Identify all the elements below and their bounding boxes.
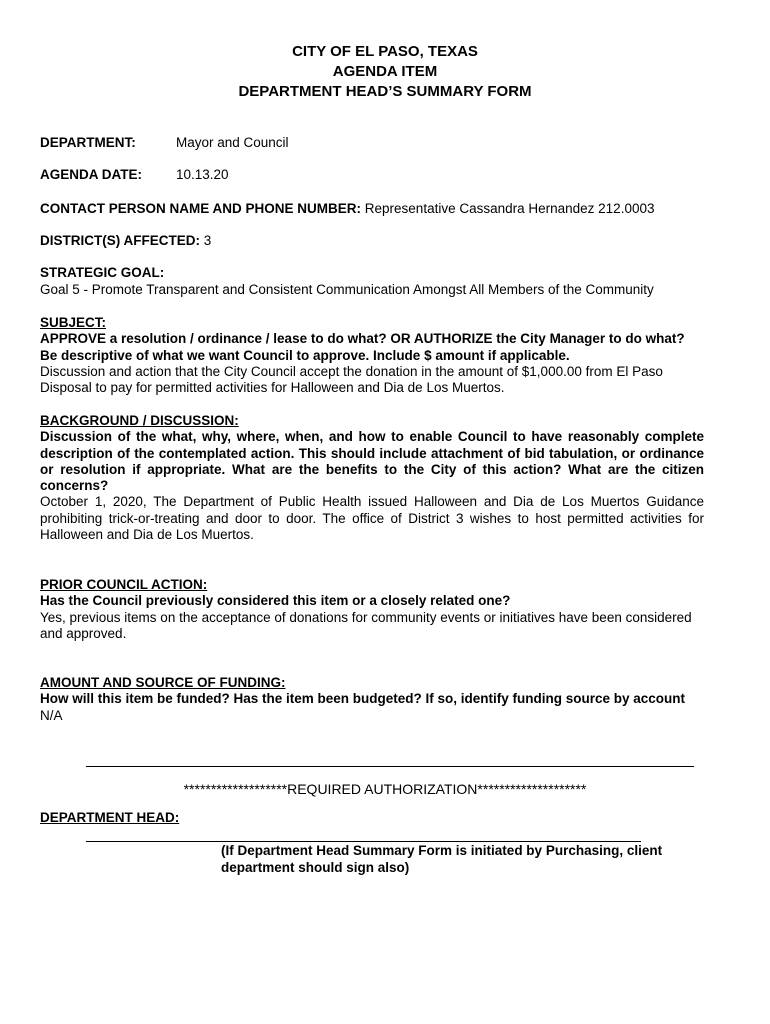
funding-heading: AMOUNT AND SOURCE OF FUNDING: bbox=[40, 675, 286, 690]
prior-action-prompt: Has the Council previously considered this item or a closely related one? bbox=[40, 593, 511, 609]
funding-prompt: How will this item be funded? Has the item been budgeted? If so, identify funding source by account bbox=[40, 691, 686, 707]
subject-prompt: APPROVE a resolution / ordinance / lease to do what? OR AUTHORIZE the City Manager to do what? Be descriptive of what we want Council to approve. Include $ amount if applicable. bbox=[40, 331, 685, 363]
purchasing-note: (If Department Head Summary Form is initiated by Purchasing, client department should sign also) bbox=[221, 843, 663, 875]
background-section bbox=[40, 413, 704, 543]
department-head-label: DEPARTMENT HEAD: bbox=[40, 810, 180, 825]
funding-body: N/A bbox=[40, 707, 63, 723]
strategic-goal-label: STRATEGIC GOAL: bbox=[40, 265, 165, 280]
district-label: DISTRICT(S) AFFECTED: bbox=[40, 233, 200, 248]
header-city: CITY OF EL PASO, TEXAS bbox=[292, 43, 478, 60]
district-value: 3 bbox=[203, 233, 212, 248]
prior-action-body: Yes, previous items on the acceptance of donations for community events or initiatives have been considered and approved. bbox=[40, 609, 692, 641]
department-label: DEPARTMENT: bbox=[40, 135, 136, 150]
contact-row bbox=[40, 201, 654, 217]
agenda-date-value: 10.13.20 bbox=[176, 167, 229, 182]
background-heading: BACKGROUND / DISCUSSION: bbox=[40, 413, 239, 428]
subject-body: Discussion and action that the City Council accept the donation in the amount of $1,000.00 from El Paso Disposal to pay for permitted activities for Halloween and Dia de Los Muertos. bbox=[40, 363, 663, 396]
strategic-goal-value: Goal 5 - Promote Transparent and Consistent Communication Amongst All Members of the Community bbox=[40, 282, 654, 297]
subject-heading: SUBJECT: bbox=[40, 315, 107, 330]
required-authorization-banner: *******************REQUIRED AUTHORIZATION******************** bbox=[183, 781, 587, 797]
contact-value: Representative Cassandra Hernandez 212.0003 bbox=[364, 201, 655, 216]
separator-line bbox=[86, 766, 694, 767]
district-row bbox=[40, 233, 211, 249]
signature-line[interactable] bbox=[86, 841, 641, 842]
header-agenda-item: AGENDA ITEM bbox=[332, 63, 438, 80]
department-value: Mayor and Council bbox=[176, 135, 289, 150]
contact-label: CONTACT PERSON NAME AND PHONE NUMBER: bbox=[40, 201, 362, 216]
prior-action-section bbox=[40, 577, 704, 642]
prior-action-heading: PRIOR COUNCIL ACTION: bbox=[40, 577, 208, 592]
background-prompt: Discussion of the what, why, where, when, and how to enable Council to have reasonably complete description of the contemplated action. This should include attachment of bid tabulation, or ordinance or resolution if appropriate. What are the benefits to the City of this action? What are the citizen concerns? bbox=[40, 429, 704, 494]
subject-section bbox=[40, 315, 704, 396]
background-body: October 1, 2020, The Department of Public Health issued Halloween and Dia de Los Muertos Guidance prohibiting trick-or-treating and door to door. The office of District 3 wishes to host permitted activities for Halloween and Dia de Los Muertos. bbox=[40, 494, 704, 543]
agenda-date-label: AGENDA DATE: bbox=[40, 167, 142, 182]
header-form-title: DEPARTMENT HEAD’S SUMMARY FORM bbox=[238, 83, 532, 100]
funding-section bbox=[40, 675, 704, 724]
